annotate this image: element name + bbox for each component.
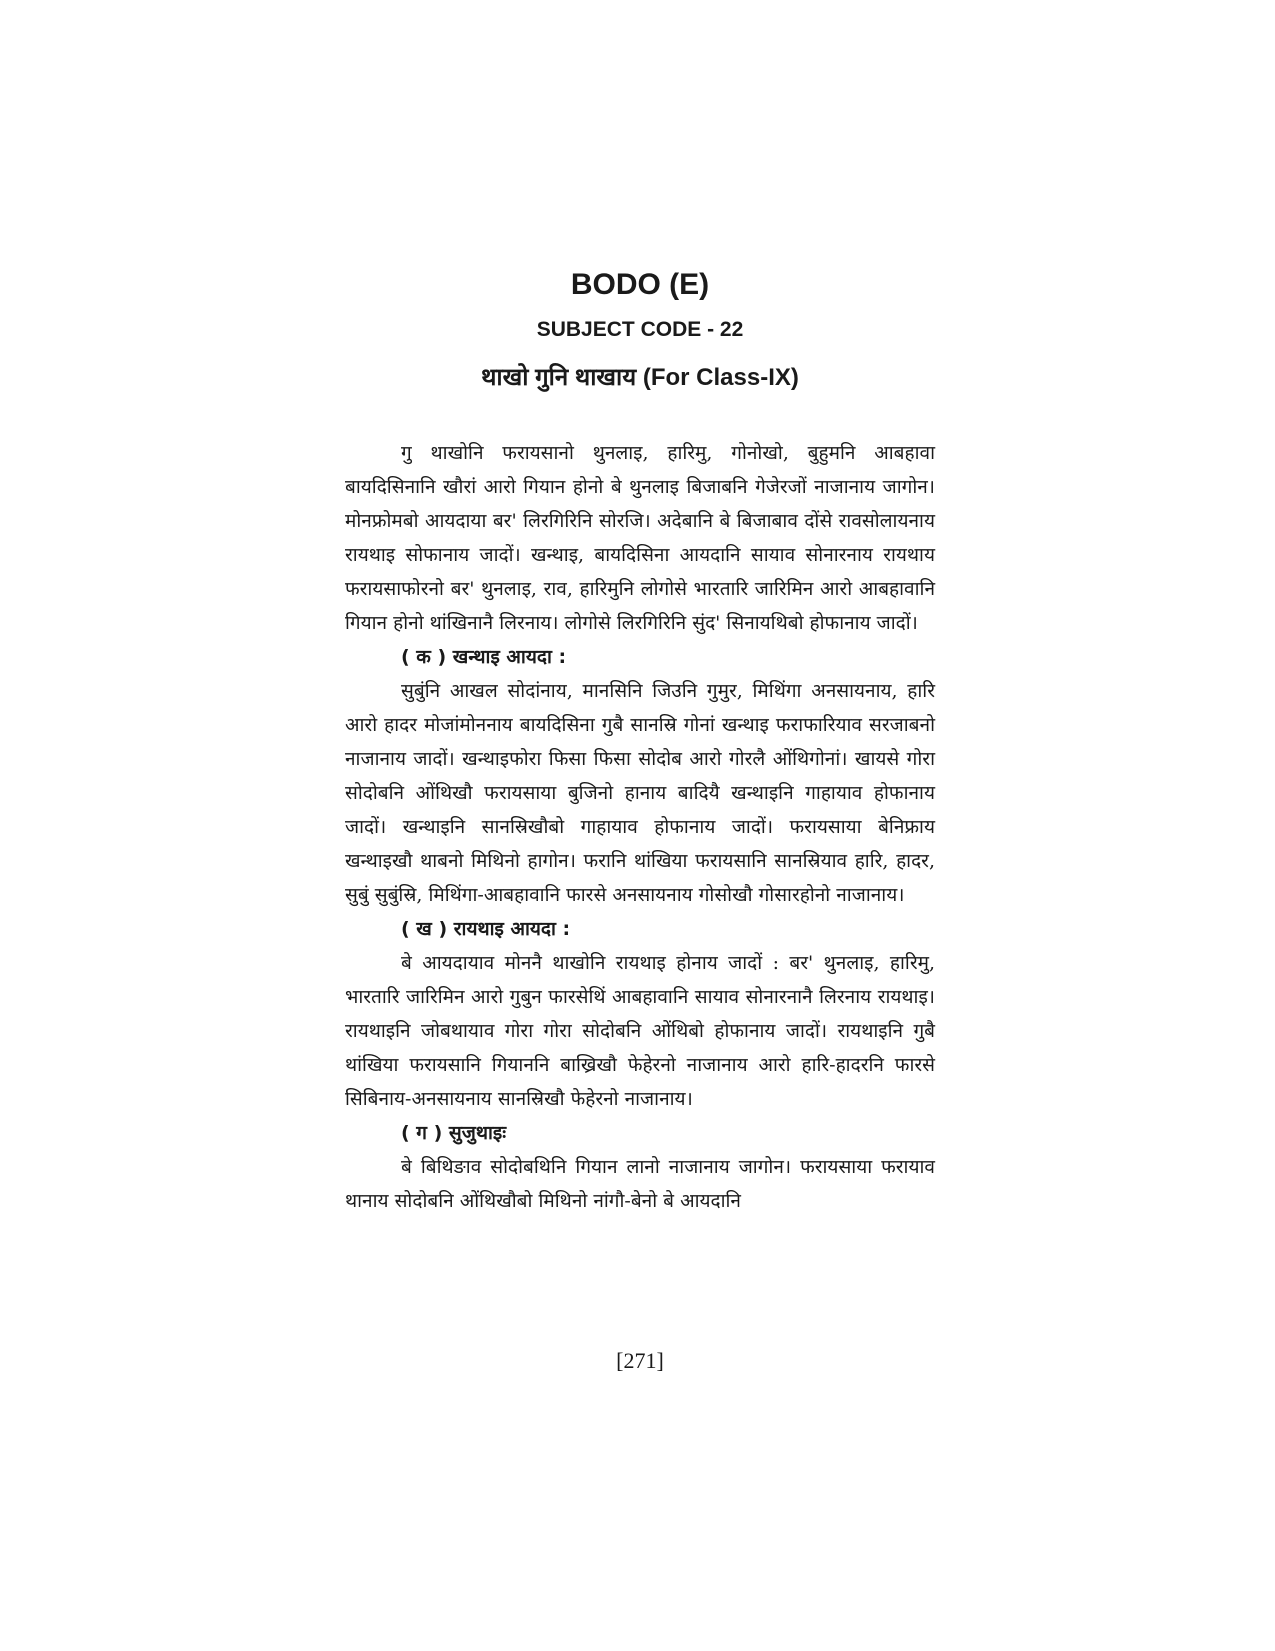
subject-code: SUBJECT CODE - 22 [536,318,744,341]
document-body [345,436,935,1218]
section-text-kha: बे आयदायाव मोननै थाखोनि रायथाइ होनाय जादों : बर' थुनलाइ, हारिमु, भारतारि जारिमिन आरो गुबुन फारसेथिं आबहावानि सायाव सोनारनानै लिरनाय रायथाइ। रायथाइनि जोबथायाव गोरा गोरा सोदोबनि ओंथिबो होफानाय जादों। रायथाइनि गुबै थांखिया फरायसानि गियाननि बाख्रिखौ फेहेरनो नाजानाय आरो हारि-हादरनि फारसे सिबिनाय-अनसायनाय सानस्रिखौ फेहेरनो नाजानाय। [345,952,935,1110]
section-heading-ga: ( ग ) सुजुथाइः [401,1122,507,1144]
section-heading-kha: ( ख ) रायथाइ आयदा : [401,918,571,940]
section-text-ga: बे बिथिङाव सोदोबथिनि गियान लानो नाजानाय जागोन। फरायसाया फरायाव थानाय सोदोबनि ओंथिखौबो मिथिनो नांगौ-बेनो बे आयदानि [345,1156,935,1212]
section-heading-ka: ( क ) खन्थाइ आयदा : [401,646,567,668]
document-subtitle: थाखो गुनि थाखाय (For Class-IX) [481,364,799,391]
section-text-ka: सुबुंनि आखल सोदांनाय, मानसिनि जिउनि गुमुर, मिथिंगा अनसायनाय, हारि आरो हादर मोजांमोननाय बायदिसिना गुबै सानस्रि गोनां खन्थाइ फराफारियाव सरजाबनो नाजानाय जादों। खन्थाइफोरा फिसा फिसा सोदोब आरो गोरलै ओंथिगोनां। खायसे गोरा सोदोबनि ओंथिखौ फरायसाया बुजिनो हानाय बादियै खन्थाइनि गाहायाव होफानाय जादों। खन्थाइनि सानस्रिखौबो गाहायाव होफानाय जादों। फरायसाया बेनिफ्राय खन्थाइखौ थाबनो मिथिनो हागोन। फरानि थांखिया फरायसानि सानस्रियाव हारि, हादर, सुबुं सुबुंस्रि, मिथिंगा-आबहावानि फारसे अनसायनाय गोसोखौ गोसारहोनो नाजानाय। [345,680,935,906]
document-title: BODO (E) [570,268,710,301]
page-number: [271] [616,1348,664,1373]
intro-paragraph: गु थाखोनि फरायसानो थुनलाइ, हारिमु, गोनोखो, बुहुमनि आबहावा बायदिसिनानि खौरां आरो गियान होनो बे थुनलाइ बिजाबनि गेजेरजों नाजानाय जागोन। मोनफ्रोमबो आयदाया बर' लिरगिरिनि सोरजि। अदेबानि बे बिजाबाव दोंसे रावसोलायनाय रायथाइ सोफानाय जादों। खन्थाइ, बायदिसिना आयदानि सायाव सोनारनाय रायथाय फरायसाफोरनो बर' थुनलाइ, राव, हारिमुनि लोगोसे भारतारि जारिमिन आरो आबहावानि गियान होनो थांखिनानै लिरनाय। लोगोसे लिरगिरिनि सुंद' सिनायथिबो होफानाय जादों। [345,442,935,634]
